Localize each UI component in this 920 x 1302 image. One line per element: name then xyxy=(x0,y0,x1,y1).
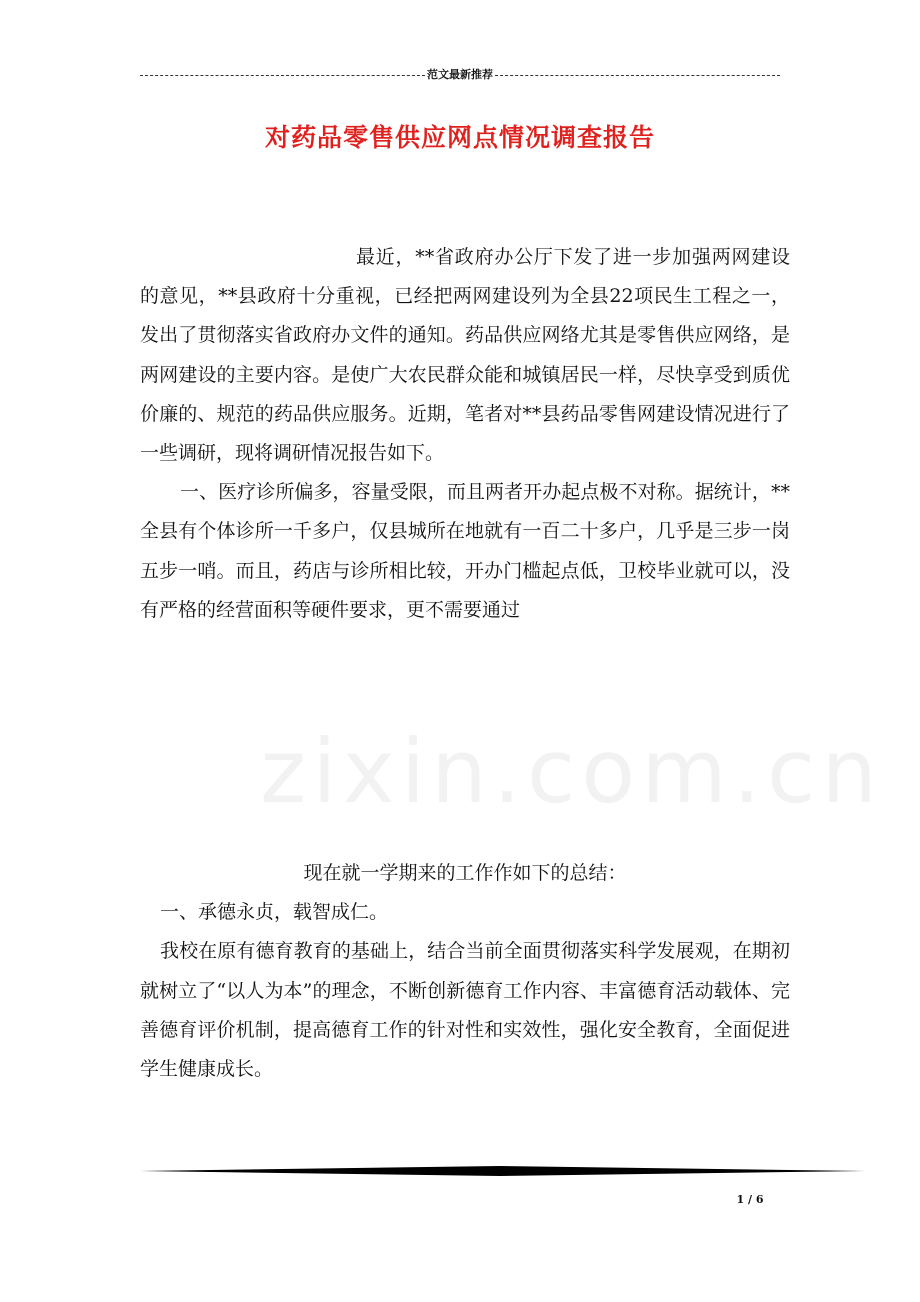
header-dash-right xyxy=(495,75,780,76)
footer-rule xyxy=(140,1165,865,1177)
document-title: 对药品零售供应网点情况调查报告 xyxy=(264,123,655,152)
paragraph-section-one: 一、医疗诊所偏多，容量受限，而且两者开办起点极不对称。据统计，**全县有个体诊所一千多户，仅县城所在地就有一百二十多户，几乎是三步一岗五步一哨。而且，药店与诊所相比较，开办门槛起点低，卫校毕业就可以，没有严格的经营面积等硬件要求，更不需要通过 xyxy=(140,481,790,621)
body-section-1 xyxy=(140,238,790,630)
body-section-2 xyxy=(140,854,790,1089)
page-header xyxy=(140,66,780,84)
header-label: 范文最新推荐 xyxy=(427,68,493,81)
watermark: zixin.com.cn xyxy=(260,720,883,823)
header-dash-left xyxy=(140,75,425,76)
paragraph-heading-one: 一、承德永贞，载智成仁。 xyxy=(160,901,389,924)
page-number: 1 / 6 xyxy=(736,1193,764,1206)
paragraph-summary-lead: 现在就一学期来的工作作如下的总结： xyxy=(303,862,627,884)
paragraph-moral-education: 我校在原有德育教育的基础上，结合当前全面贯彻落实科学发展观，在期初就树立了“以人为本”的理念，不断创新德育工作内容、丰富德育活动载体、完善德育评价机制，提高德育工作的针对性和实效性，强化安全教育，全面促进学生健康成长。 xyxy=(140,940,790,1081)
paragraph-intro: 最近，**省政府办公厅下发了进一步加强两网建设的意见，**县政府十分重视，已经把两网建设列为全县22项民生工程之一，发出了贯彻落实省政府办文件的通知。药品供应网络尤其是零售供应网络，是两网建设的主要内容。是使广大农民群众能和城镇居民一样，尽快享受到质优价廉的、规范的药品供应服务。近期，笔者对**县药品零售网建设情况进行了一些调研，现将调研情况报告如下。 xyxy=(140,246,790,465)
